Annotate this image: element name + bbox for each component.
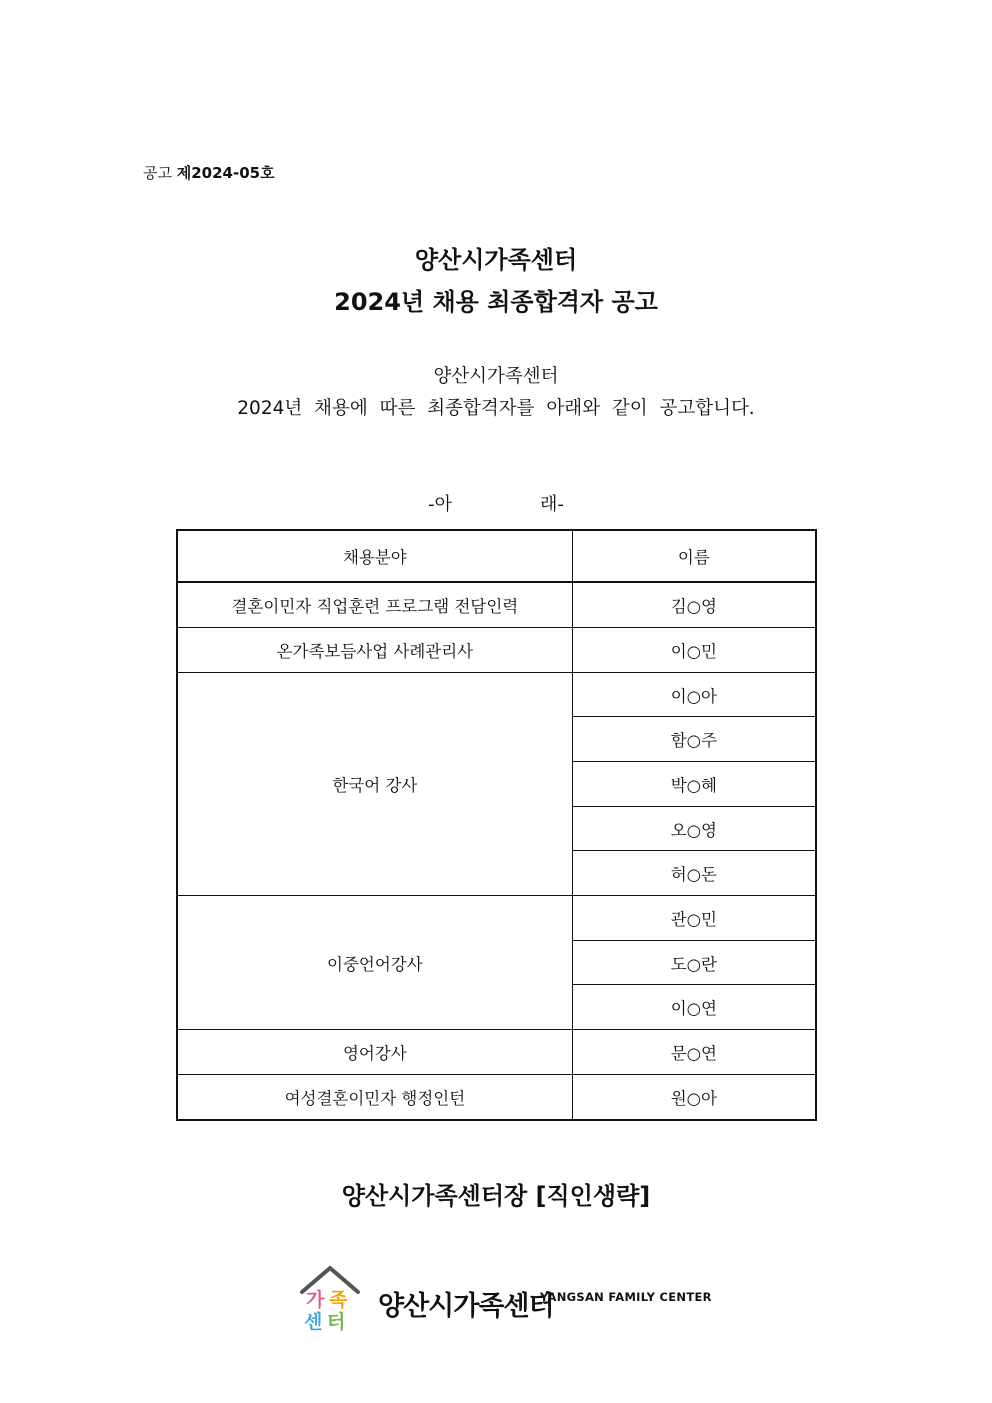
notice-number bbox=[143, 162, 275, 183]
notice-prefix: 공고 bbox=[143, 164, 177, 182]
signature: 양산시가족센터장 [직인생략] bbox=[341, 1182, 651, 1210]
intro-line-1: 양산시가족센터 bbox=[433, 366, 559, 387]
below-left: -아 bbox=[428, 494, 452, 515]
below-right: 래- bbox=[540, 494, 564, 515]
name-cell: 이○연 bbox=[572, 985, 816, 1030]
field-cell: 여성결혼이민자 행정인턴 bbox=[177, 1074, 572, 1120]
logo-korean-name: 양산시가족센터 bbox=[378, 1291, 554, 1322]
header-name: 이름 bbox=[572, 530, 816, 582]
logo-english-name: YANGSAN FAMILY CENTER bbox=[540, 1290, 712, 1304]
table-header-row bbox=[177, 530, 816, 582]
logo-mark-teo: 터 bbox=[327, 1311, 346, 1333]
name-cell: 박○혜 bbox=[572, 762, 816, 807]
name-cell: 이○아 bbox=[572, 672, 816, 717]
title-line-2: 2024년 채용 최종합격자 공고 bbox=[334, 288, 658, 316]
field-cell: 한국어 강사 bbox=[177, 672, 572, 895]
field-cell: 영어강사 bbox=[177, 1030, 572, 1075]
name-cell: 이○민 bbox=[572, 628, 816, 673]
table-row bbox=[177, 628, 816, 673]
family-house-logo-icon bbox=[296, 1262, 366, 1334]
field-cell: 이중언어강사 bbox=[177, 896, 572, 1030]
field-cell: 결혼이민자 직업훈련 프로그램 전담인력 bbox=[177, 582, 572, 628]
notice-number-value: 제2024-05호 bbox=[176, 164, 275, 182]
field-cell: 온가족보듬사업 사례관리사 bbox=[177, 628, 572, 673]
header-field: 채용분야 bbox=[177, 530, 572, 582]
table-row bbox=[177, 582, 816, 628]
name-cell: 문○연 bbox=[572, 1030, 816, 1075]
logo-mark-sen: 센 bbox=[304, 1311, 323, 1333]
logo-mark-jok: 족 bbox=[329, 1289, 348, 1311]
name-cell: 김○영 bbox=[572, 582, 816, 628]
table-row bbox=[177, 1030, 816, 1075]
intro-line-2: 2024년 채용에 따른 최종합격자를 아래와 같이 공고합니다. bbox=[237, 398, 755, 419]
name-cell: 도○란 bbox=[572, 940, 816, 985]
logo-mark-ga: 가 bbox=[306, 1289, 325, 1311]
results-body bbox=[177, 582, 816, 1120]
table-row bbox=[177, 1074, 816, 1120]
name-cell: 관○민 bbox=[572, 896, 816, 941]
results-table bbox=[176, 529, 817, 1121]
table-row bbox=[177, 896, 816, 941]
name-cell: 오○영 bbox=[572, 806, 816, 851]
name-cell: 함○주 bbox=[572, 717, 816, 762]
name-cell: 허○돈 bbox=[572, 851, 816, 896]
name-cell: 원○아 bbox=[572, 1074, 816, 1120]
title-line-1: 양산시가족센터 bbox=[414, 246, 578, 274]
center-logo bbox=[296, 1262, 716, 1334]
table-row bbox=[177, 672, 816, 717]
below-heading bbox=[0, 490, 992, 516]
